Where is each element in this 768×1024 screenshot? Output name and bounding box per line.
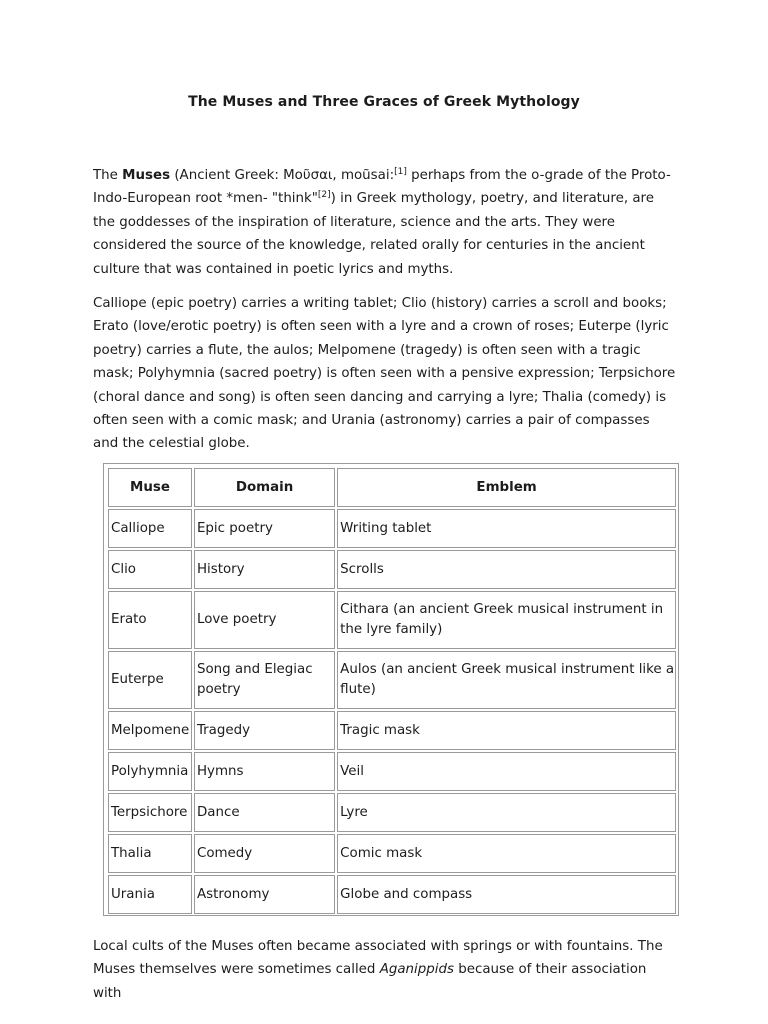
table-row [108,550,676,589]
emblem-cell: Cithara (an ancient Greek musical instrument in the lyre family) [337,591,676,649]
table-header-row [108,468,676,507]
table-row [108,711,676,750]
table-row [108,752,676,791]
emblem-cell: Aulos (an ancient Greek musical instrument like a flute) [337,651,676,709]
page-title: The Muses and Three Graces of Greek Mythology [188,94,580,110]
domain-cell: Epic poetry [194,509,335,548]
intro-text: perhaps from the o-grade of the Proto-Indo-European root *men- "think" [93,168,671,207]
table-row [108,509,676,548]
muse-cell: Calliope [108,509,192,548]
table-row [108,651,676,709]
emblem-cell: Globe and compass [337,875,676,914]
muse-cell: Thalia [108,834,192,873]
aganippids-italic-term: Aganippids [379,962,454,978]
table-row [108,834,676,873]
emblem-cell: Tragic mask [337,711,676,750]
table-row [108,591,676,649]
table-row [108,793,676,832]
intro-text: The [93,168,123,183]
muse-cell: Urania [108,875,192,914]
table-row [108,875,676,914]
domain-cell: Dance [194,793,335,832]
muse-cell: Polyhymnia [108,752,192,791]
emblem-cell: Veil [337,752,676,791]
muses-table [106,466,678,916]
column-header-emblem: Emblem [337,468,676,507]
intro-text: ) in Greek mythology, poetry, and literature, are the goddesses of the inspiration of literature, science and the arts. They were considered the source of the knowledge, related orally for centuries in the ancient culture that was contained in poetic lyrics and myths. [93,191,655,277]
footnote-ref-2[interactable]: [2] [317,190,331,201]
muses-bold-term: Muses [122,168,171,183]
emblem-cell: Writing tablet [337,509,676,548]
domain-cell: Hymns [194,752,335,791]
domain-cell: Comedy [194,834,335,873]
column-header-domain: Domain [194,468,335,507]
domain-cell: Love poetry [194,591,335,649]
intro-text: (Ancient Greek: Μοῦσαι, moũsai: [170,168,395,183]
cults-paragraph [93,935,678,1005]
muse-cell: Euterpe [108,651,192,709]
emblem-cell: Scrolls [337,550,676,589]
muse-cell: Clio [108,550,192,589]
muses-table-frame [103,463,679,916]
muse-cell: Melpomene [108,711,192,750]
domain-cell: Tragedy [194,711,335,750]
domain-cell: Song and Elegiac poetry [194,651,335,709]
muse-cell: Erato [108,591,192,649]
emblems-paragraph: Calliope (epic poetry) carries a writing tablet; Clio (history) carries a scroll and books; Erato (love/erotic poetry) is often seen with a lyre and a crown of roses; Euterpe (lyric poetry) carries a flute, the aulos; Melpomene (tragedy) is often seen with a tragic mask; Polyhymnia (sacred poetry) is often seen with a pensive expression; Terpsichore (choral dance and song) is often seen dancing and carrying a lyre; Thalia (comedy) is often seen with a comic mask; and Urania (astronomy) carries a pair of compasses and the celestial globe. [93,296,676,452]
cults-text: Local cults of the Muses often became associated with springs or with fountains. The Muses themselves were sometimes called [93,939,663,978]
emblem-cell: Lyre [337,793,676,832]
muse-cell: Terpsichore [108,793,192,832]
domain-cell: Astronomy [194,875,335,914]
footnote-ref-1[interactable]: [1] [394,167,407,177]
intro-paragraph [93,164,678,281]
cults-text: because of their association with [93,962,647,1001]
column-header-muse: Muse [108,468,192,507]
emblem-cell: Comic mask [337,834,676,873]
domain-cell: History [194,550,335,589]
